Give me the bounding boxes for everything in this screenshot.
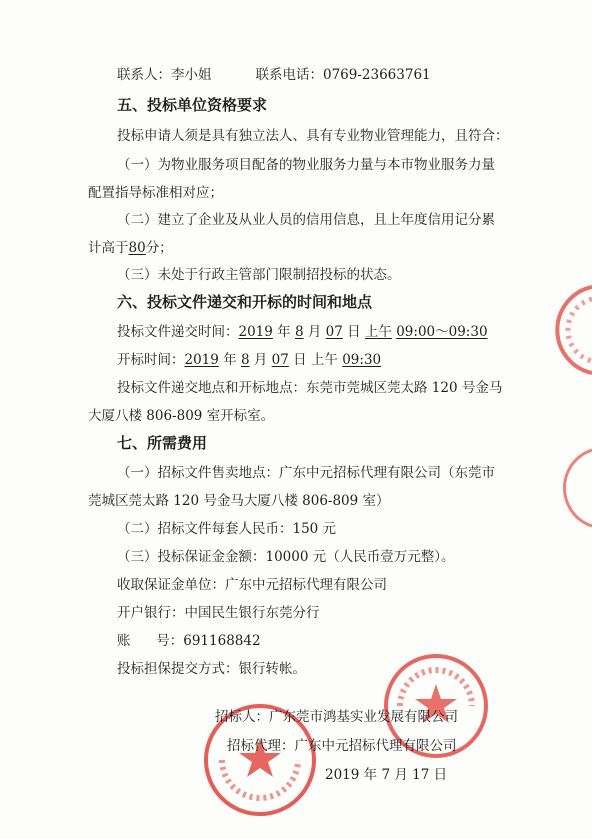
- open-period: 上午: [310, 352, 338, 368]
- tenderer-signature: 招标人：广东莞市鸿基实业发展有限公司: [215, 709, 458, 725]
- unit-day: 日: [347, 324, 361, 340]
- account-line: [117, 632, 261, 650]
- deposit-receiver: 收取保证金单位：广东中元招标代理有限公司: [117, 577, 387, 593]
- submit-period: 上午: [364, 324, 392, 340]
- unit-year: 年: [223, 352, 237, 368]
- submit-time-range: 09:00～09:30: [396, 324, 488, 340]
- contact-line: [117, 66, 431, 84]
- deposit-amount: （三）投标保证金金额：10000 元（人民币壹万元整）。: [117, 549, 455, 565]
- sale-place-line-1: （一）招标文件售卖地点：广东中元招标代理有限公司（东莞市: [117, 465, 495, 481]
- account-label: 账 号：: [117, 633, 184, 649]
- unit-day: 日: [293, 352, 307, 368]
- item-2-post-text: 分；: [145, 240, 173, 256]
- contact-phone: 0769-23663761: [323, 67, 431, 83]
- open-month: 8: [240, 352, 250, 368]
- item-2-pre-text: 计高于: [88, 240, 129, 256]
- section-6-heading: 六、投标文件递交和开标的时间和地点: [117, 293, 373, 311]
- submit-month: 8: [294, 324, 304, 340]
- open-time-line: [117, 351, 381, 369]
- section-5-item-1-line-1: （一）为物业服务项目配备的物业服务力量与本市物业服务力量: [117, 157, 495, 173]
- submit-day: 07: [325, 324, 343, 340]
- place-line-2: 大厦八楼 806-809 室开标室。: [88, 408, 275, 424]
- open-day: 07: [271, 352, 289, 368]
- contact-phone-label: 联系电话：: [255, 67, 323, 83]
- section-5-intro: 投标申请人须是具有独立法人、具有专业物业管理能力，且符合：: [117, 128, 509, 144]
- page-edge-seal-bottom: [556, 448, 592, 528]
- guarantee-method: 投标担保提交方式：银行转帐。: [117, 661, 306, 677]
- contact-person-label: 联系人：: [117, 67, 171, 83]
- signature-date: 2019 年 7 月 17 日: [325, 767, 448, 783]
- section-5-item-2-line-1: （二）建立了企业及从业人员的信用信息，且上年度信用记分累: [117, 212, 495, 228]
- agent-signature: 招标代理：广东中元招标代理有限公司: [227, 738, 457, 754]
- place-line-1: 投标文件递交地点和开标地点：东莞市莞城区莞太路 120 号金马: [117, 380, 503, 396]
- contact-person: 李小姐: [171, 67, 212, 83]
- account-number: 691168842: [183, 633, 261, 649]
- unit-year: 年: [277, 324, 291, 340]
- section-5-item-1-line-2: 配置指导标准相对应；: [88, 185, 223, 201]
- submit-time-label: 投标文件递交时间：: [117, 324, 239, 340]
- section-5-item-2-line-2: [88, 239, 173, 257]
- bank-name: 开户银行：中国民生银行东莞分行: [117, 605, 320, 621]
- submit-year: 2019: [238, 324, 273, 340]
- sale-place-line-2: 莞城区莞太路 120 号金马大厦八楼 806-809 室）: [88, 493, 390, 509]
- credit-score: 80: [128, 240, 146, 256]
- page-edge-seal-top: [548, 285, 592, 375]
- open-year: 2019: [184, 352, 219, 368]
- document-price: （二）招标文件每套人民币：150 元: [117, 521, 337, 537]
- submit-time-line: [117, 323, 488, 341]
- unit-month: 月: [307, 324, 322, 340]
- section-5-item-3: （三）未处于行政主管部门限制招投标的状态。: [117, 267, 401, 283]
- section-5-heading: 五、投标单位资格要求: [117, 96, 268, 114]
- section-7-heading: 七、所需费用: [117, 434, 208, 452]
- open-time-label: 开标时间：: [117, 352, 185, 368]
- unit-month: 月: [253, 352, 268, 368]
- open-time: 09:30: [342, 352, 382, 368]
